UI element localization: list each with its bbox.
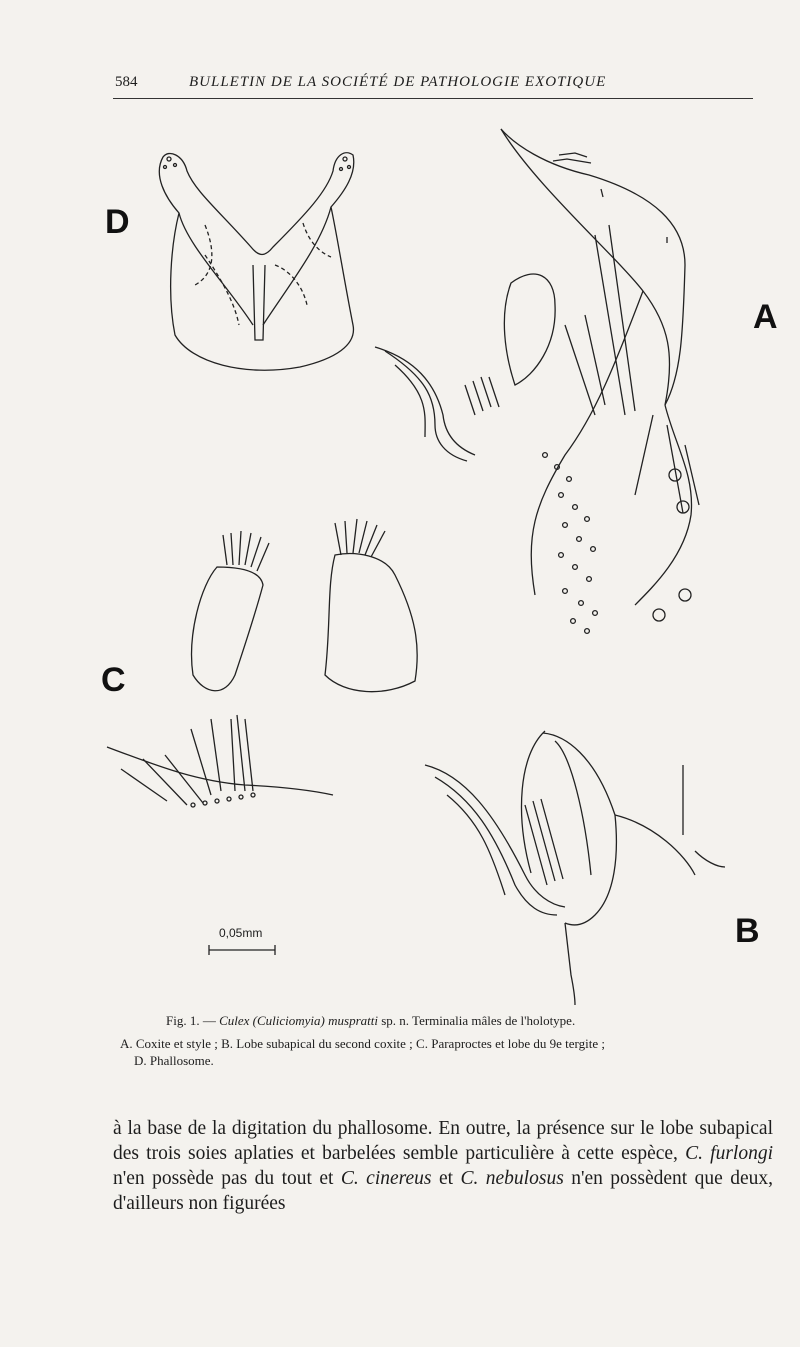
scale-label: 0,05mm bbox=[219, 926, 263, 940]
running-head: BULLETIN DE LA SOCIÉTÉ DE PATHOLOGIE EXOTIQUE bbox=[189, 74, 607, 90]
figure bbox=[95, 115, 800, 1005]
body-species-3: C. nebulosus bbox=[460, 1168, 564, 1189]
caption-title bbox=[120, 1012, 770, 1029]
page-number: 584 bbox=[115, 74, 138, 90]
body-paragraph bbox=[113, 1116, 773, 1216]
caption-species: Culex (Culiciomyia) muspratti bbox=[219, 1013, 378, 1028]
caption-legend-line2: D. Phallosome. bbox=[134, 1053, 214, 1068]
caption-title-suffix: sp. n. Terminalia mâles de l'holotype. bbox=[377, 1013, 576, 1028]
panel-label-c: C bbox=[101, 661, 126, 699]
caption-legend bbox=[120, 1035, 770, 1069]
figure-caption bbox=[120, 1012, 770, 1069]
drawing-c-paraproctes bbox=[107, 519, 417, 807]
caption-title-prefix: Fig. 1. — bbox=[166, 1013, 220, 1028]
body-text bbox=[113, 1116, 773, 1216]
drawing-b-lobe-subapical bbox=[425, 731, 725, 1005]
body-species-2: C. cinereus bbox=[340, 1168, 432, 1189]
page-header bbox=[113, 72, 753, 99]
body-species-1: C. furlongi bbox=[685, 1143, 773, 1164]
scale-bar bbox=[209, 945, 275, 955]
caption-legend-line1: A. Coxite et style ; B. Lobe subapical du second coxite ; C. Paraproctes et lobe du 9e tergite ; bbox=[120, 1036, 605, 1051]
panel-label-d: D bbox=[105, 203, 130, 241]
drawing-d-phallosome bbox=[159, 153, 353, 371]
body-text-4: n'en possèdent que deux, d'ailleurs non figurées bbox=[113, 1168, 773, 1214]
panel-label-b: B bbox=[735, 912, 760, 950]
panel-label-a: A bbox=[753, 298, 778, 336]
body-text-3: et bbox=[431, 1168, 461, 1189]
figure-drawings bbox=[95, 115, 800, 1005]
drawing-a-coxite bbox=[375, 129, 699, 633]
body-text-1: à la base de la digitation du phallosome. En outre, la présence sur le lobe subapical des trois soies aplaties et barbelées semble particulière à cette espèce, bbox=[113, 1118, 773, 1164]
body-text-2: n'en possède pas du tout et bbox=[113, 1168, 341, 1189]
